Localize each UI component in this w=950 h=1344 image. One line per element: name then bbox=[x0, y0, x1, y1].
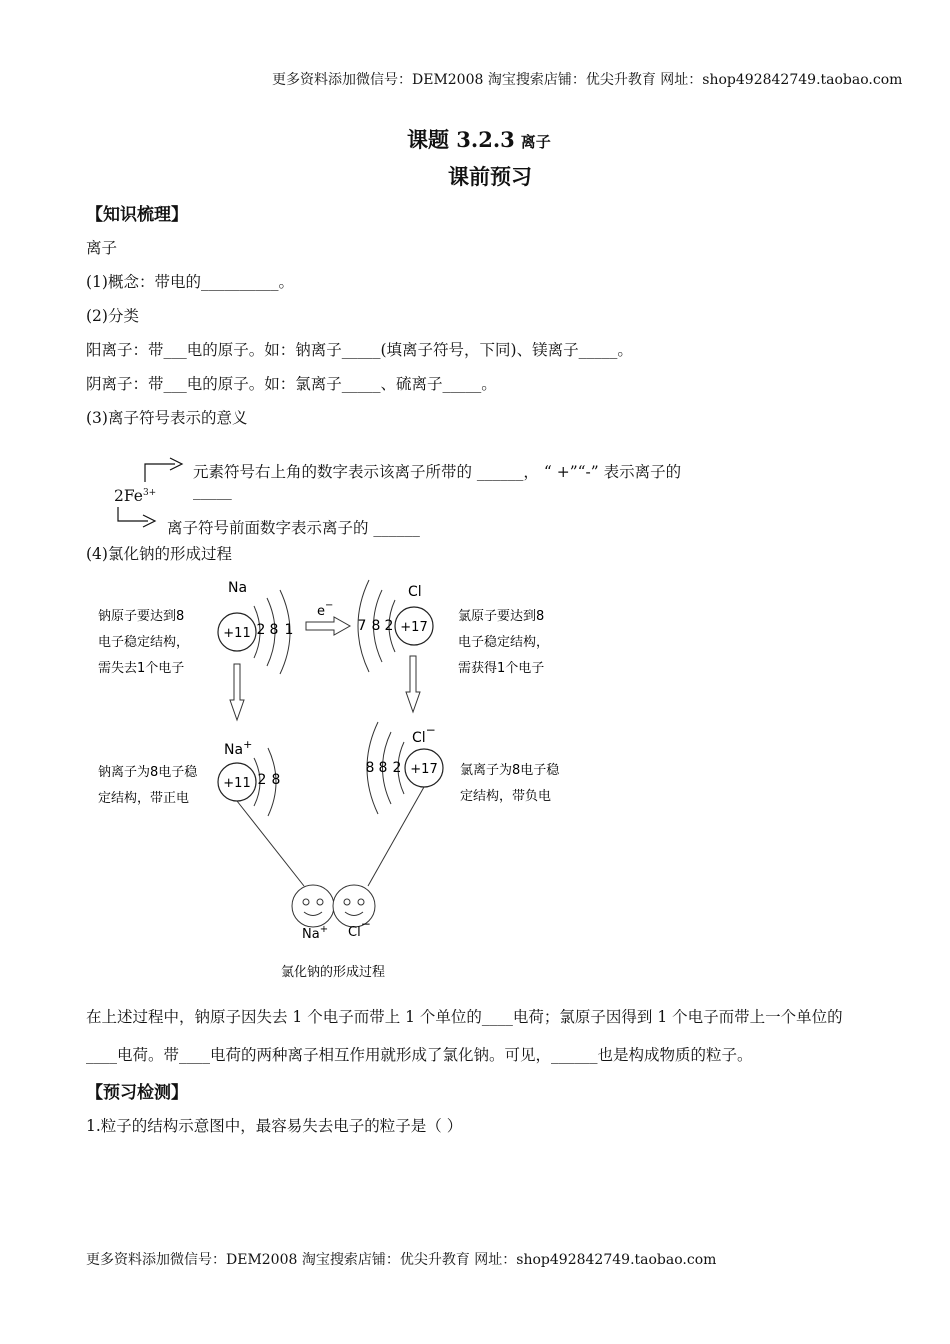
ion-symbol-lower-text: 离子符号前面数字表示离子的 ______ bbox=[167, 519, 420, 537]
ion-symbol-upper-text: 元素符号右上角的数字表示该离子所带的 ______， “ +”“-” 表示离子的 bbox=[193, 463, 682, 481]
cl-ion-symbol: Cl− bbox=[412, 723, 436, 746]
na-atom-symbol: Na bbox=[228, 580, 248, 596]
electron-label: e− bbox=[317, 600, 334, 619]
cl-shell-2: 8 bbox=[371, 618, 381, 634]
page-header: 更多资料添加微信号：DEM2008 淘宝搜索店铺：优尖升教育 网址：shop492842749.taobao.com bbox=[272, 72, 903, 88]
na-down-arrow bbox=[230, 664, 244, 720]
diagram-caption: 氯化钠的形成过程 bbox=[281, 965, 386, 980]
ion-symbol-diagram bbox=[110, 450, 810, 540]
na-atom-nucleus-charge: +11 bbox=[223, 626, 251, 641]
cl-ion-nucleus-charge: +17 bbox=[410, 762, 438, 777]
question-1: 1.粒子的结构示意图中，最容易失去电子的粒子是（ ） bbox=[86, 1117, 463, 1135]
text-line: 离子 bbox=[86, 239, 118, 257]
cl-ion-note-2: 定结构，带负电 bbox=[460, 789, 552, 804]
summary-paragraph: 在上述过程中，钠原子因失去 1 个电子而带上 1 个单位的____电荷；氯原子因得到 1 个电子而带上一个单位的____电荷。带____电荷的两种离子相互作用就形成了氯化钠。可见，______也是构成物质的粒子。 bbox=[86, 1008, 843, 1064]
cl-ion-shell-3: 2 bbox=[392, 760, 402, 776]
cl-atom-nucleus-charge: +17 bbox=[400, 620, 428, 635]
text-line: (2)分类 bbox=[86, 307, 139, 325]
na-atom-note-1: 钠原子要达到8 bbox=[98, 609, 185, 624]
na-shell-3: 1 bbox=[284, 622, 294, 638]
page-subtitle: 课前预习 bbox=[448, 164, 532, 189]
na-ion-note-1: 钠离子为8电子稳 bbox=[98, 765, 198, 780]
na-ion-shell-1: 2 bbox=[257, 772, 267, 788]
na-ion-note-2: 定结构，带正电 bbox=[98, 791, 190, 806]
text-line: (3)离子符号表示的意义 bbox=[86, 409, 248, 427]
na-ion-shell-2: 8 bbox=[271, 772, 281, 788]
cl-atom-note-1: 氯原子要达到8 bbox=[458, 609, 545, 624]
cl-down-arrow bbox=[406, 656, 420, 712]
lesson-title-sub: 离子 bbox=[520, 133, 551, 151]
na-ion-symbol: Na+ bbox=[224, 738, 253, 758]
ion-symbol-upper-blank: _____ bbox=[193, 482, 232, 500]
cl-atom-note-3: 需获得1个电子 bbox=[458, 661, 545, 676]
na-atom-note-2: 电子稳定结构， bbox=[98, 635, 190, 650]
cl-atom-symbol: Cl bbox=[408, 584, 422, 600]
page-footer: 更多资料添加微信号：DEM2008 淘宝搜索店铺：优尖升教育 网址：shop492842749.taobao.com bbox=[86, 1252, 717, 1268]
transfer-arrow bbox=[306, 617, 350, 635]
cl-ion-shell-1: 8 bbox=[365, 760, 375, 776]
face-cl-label: Cl− bbox=[348, 917, 371, 940]
section-preview-test: 【预习检测】 bbox=[86, 1083, 188, 1103]
text-line: (4)氯化钠的形成过程 bbox=[86, 545, 232, 563]
text-line: (1)概念：带电的__________。 bbox=[86, 273, 294, 291]
na-shell-1: 2 bbox=[256, 622, 266, 638]
na-shell-2: 8 bbox=[269, 622, 279, 638]
text-line: 阳离子：带___电的原子。如：钠离子_____(填离子符号，下同)、镁离子_____。 bbox=[86, 341, 633, 359]
na-atom-note-3: 需失去1个电子 bbox=[98, 661, 185, 676]
face-na-label: Na+ bbox=[302, 924, 329, 942]
lesson-title bbox=[407, 124, 551, 154]
cl-ion-note-1: 氯离子为8电子稳 bbox=[460, 763, 560, 778]
na-ion-nucleus-charge: +11 bbox=[223, 776, 251, 791]
section-knowledge: 【知识梳理】 bbox=[86, 205, 188, 225]
text-line: 阴离子：带___电的原子。如：氯离子_____、硫离子_____。 bbox=[86, 375, 497, 393]
cl-shell-1: 7 bbox=[357, 618, 367, 634]
cl-shell-3: 2 bbox=[384, 618, 394, 634]
na-ion-face-icon bbox=[292, 885, 334, 927]
nacl-formation-diagram bbox=[86, 568, 586, 988]
ion-symbol-label: $2Fe^{3+}$ bbox=[114, 487, 157, 505]
lesson-title-main: 课题 3.2.3 bbox=[407, 127, 515, 152]
cl-atom-note-2: 电子稳定结构， bbox=[458, 635, 550, 650]
cl-ion-shell-2: 8 bbox=[378, 760, 388, 776]
